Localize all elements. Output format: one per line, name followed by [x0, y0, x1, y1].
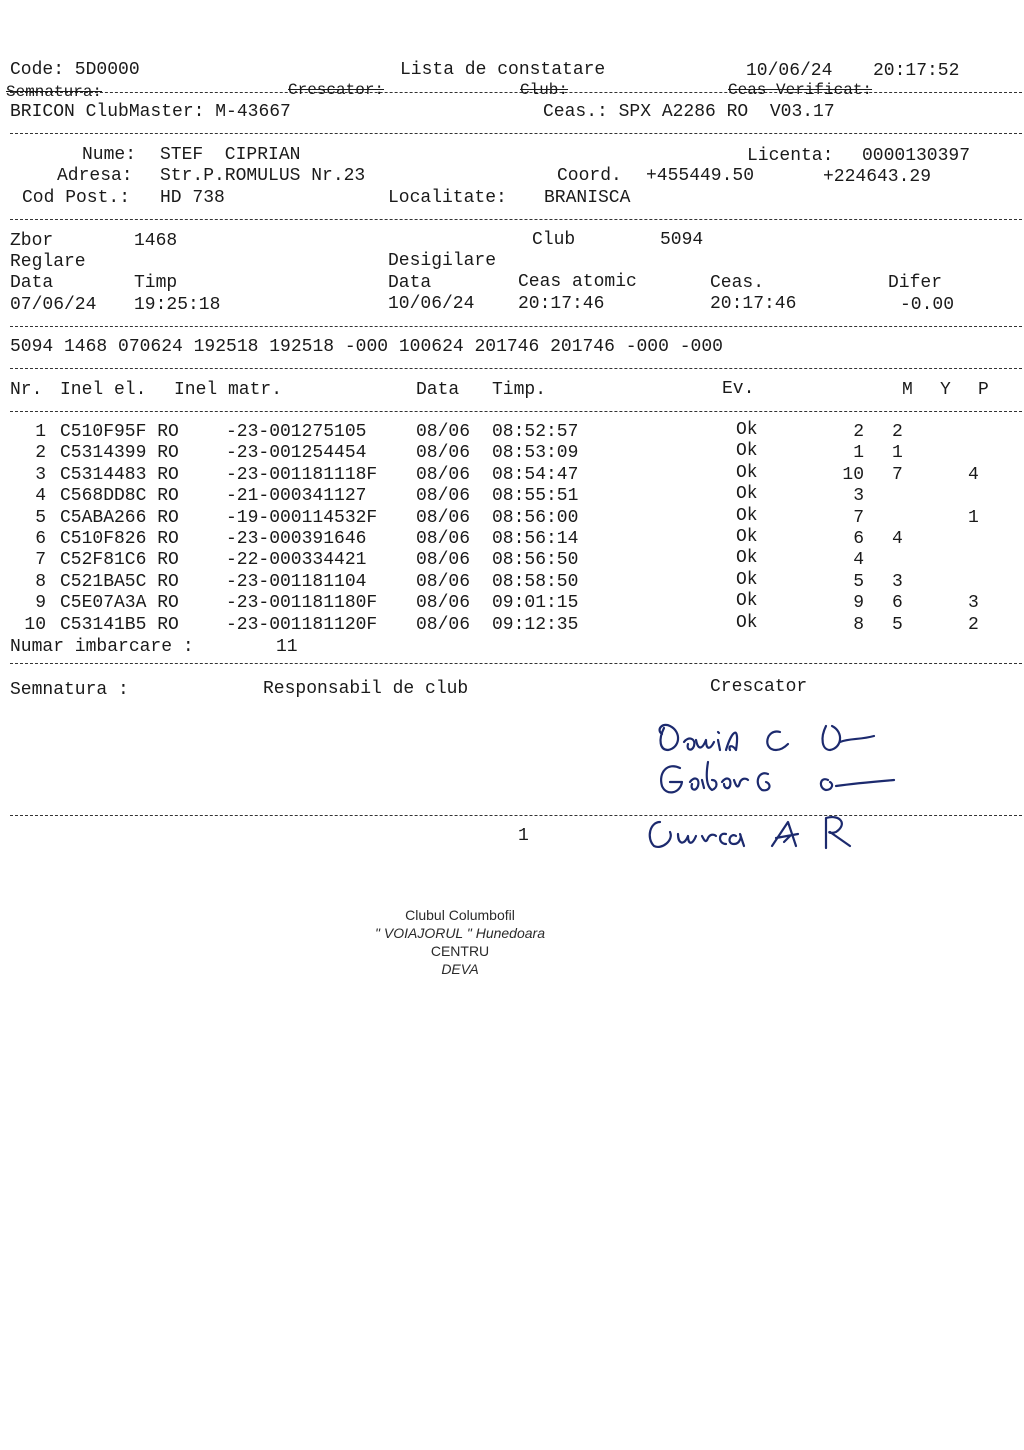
- cell-inel-matr: -23-001254454: [226, 443, 367, 464]
- divider: [10, 815, 1022, 816]
- cell-inel-el: C5ABA266 RO: [60, 507, 179, 528]
- cell-nr: 4: [35, 486, 46, 507]
- cell-y: 4: [892, 529, 903, 549]
- col-data: Data: [416, 380, 460, 400]
- cell-m: 1: [853, 443, 864, 464]
- nume-label: Nume:: [82, 145, 137, 165]
- col-ev: Ev.: [722, 379, 755, 399]
- cell-inel-matr: -23-000391646: [226, 529, 367, 549]
- reglare-data-label: Data: [10, 273, 54, 293]
- cell-m: 4: [853, 550, 864, 571]
- cell-timp: 08:54:47: [492, 464, 579, 485]
- cell-inel-el: C510F826 RO: [60, 529, 179, 549]
- club-strike: Club:: [520, 81, 569, 99]
- cell-inel-el: C510F95F RO: [60, 422, 179, 442]
- coord-label: Coord.: [557, 166, 622, 186]
- divider: [10, 133, 1022, 134]
- cell-nr: 10: [24, 614, 46, 635]
- crescator-label: Crescator: [710, 677, 808, 697]
- cell-inel-el: C521BA5C RO: [60, 571, 179, 592]
- semnatura-strike: Semnatura:: [6, 83, 103, 101]
- cell-nr: 1: [35, 422, 46, 442]
- cell-nr: 2: [35, 443, 46, 464]
- difer-label: Difer: [888, 273, 943, 293]
- cell-ev: Ok: [736, 527, 758, 547]
- licenta-value: 0000130397: [862, 146, 971, 166]
- stamp-line-3: CENTRU: [430, 943, 490, 959]
- cell-inel-matr: -22-000334421: [226, 550, 367, 571]
- divider: [10, 411, 1022, 412]
- cell-nr: 9: [35, 593, 46, 614]
- cell-ev: Ok: [736, 462, 758, 483]
- cell-p: 1: [968, 507, 979, 528]
- cell-nr: 8: [35, 571, 46, 592]
- licenta-label: Licenta:: [747, 146, 834, 166]
- cell-m: 7: [853, 507, 864, 528]
- cell-data: 08/06: [416, 422, 471, 442]
- divider: [10, 663, 1022, 664]
- localitate-label: Localitate:: [388, 188, 507, 208]
- adresa-label: Adresa:: [57, 166, 133, 186]
- ceas-label: Ceas.: [710, 273, 765, 293]
- reglare-timp: 19:25:18: [134, 295, 221, 315]
- cell-m: 8: [853, 614, 864, 635]
- col-inel-matr: Inel matr.: [174, 380, 283, 400]
- cell-ev: Ok: [736, 441, 758, 462]
- cell-y: 1: [892, 443, 903, 464]
- desig-data: 10/06/24: [388, 294, 475, 314]
- cell-inel-matr: -23-001181120F: [226, 614, 378, 635]
- divider: [10, 368, 1022, 369]
- reglare-data: 07/06/24: [10, 295, 97, 315]
- cell-inel-el: C5314483 RO: [60, 464, 179, 485]
- cell-inel-el: C5E07A3A RO: [60, 593, 179, 614]
- cell-data: 08/06: [416, 614, 471, 635]
- cell-data: 08/06: [416, 550, 471, 571]
- desig-ceas: 20:17:46: [710, 294, 797, 314]
- crescator-strike: Crescator:: [288, 81, 385, 99]
- cell-timp: 08:56:00: [492, 507, 579, 528]
- code-label: Code: 5D0000: [10, 60, 140, 80]
- cell-ev: Ok: [736, 420, 758, 440]
- cell-y: 6: [892, 593, 903, 614]
- cell-m: 3: [853, 486, 864, 507]
- cell-nr: 7: [35, 550, 46, 571]
- imbarcare-value: 11: [276, 637, 298, 657]
- cell-m: 10: [842, 464, 864, 485]
- semnatura-label: Semnatura :: [10, 680, 129, 700]
- cell-timp: 08:56:50: [492, 550, 579, 571]
- cell-timp: 08:55:51: [492, 486, 579, 507]
- owner-name: STEF CIPRIAN: [160, 145, 301, 165]
- cell-ev: Ok: [736, 548, 758, 569]
- cell-ev: Ok: [736, 612, 758, 633]
- cell-m: 9: [853, 593, 864, 614]
- cell-inel-matr: -19-000114532F: [226, 507, 378, 528]
- cell-timp: 08:53:09: [492, 443, 579, 464]
- reglare-timp-label: Timp: [134, 273, 178, 293]
- club-label: Club: [532, 230, 576, 250]
- clubmaster-id: BRICON ClubMaster: M-43667: [10, 102, 291, 122]
- owner-address: Str.P.ROMULUS Nr.23: [160, 166, 366, 186]
- cell-ev: Ok: [736, 505, 758, 526]
- club-stamp: [330, 906, 590, 978]
- imbarcare-label: Numar imbarcare :: [10, 637, 194, 657]
- desigilare-label: Desigilare: [388, 251, 497, 271]
- coord-lon: +224643.29: [823, 167, 932, 187]
- stamp-line-4: DEVA: [441, 961, 479, 977]
- cell-inel-matr: -23-001181180F: [226, 593, 378, 614]
- cell-nr: 6: [35, 529, 46, 549]
- club-value: 5094: [660, 230, 704, 250]
- ceas-verificat-strike: Ceas Verificat:: [728, 81, 873, 99]
- cell-data: 08/06: [416, 593, 471, 614]
- desig-ceas-atomic: 20:17:46: [518, 294, 605, 314]
- col-p: P: [978, 380, 989, 400]
- cell-ev: Ok: [736, 591, 758, 612]
- cell-p: 2: [968, 614, 979, 635]
- cell-inel-el: C53141B5 RO: [60, 614, 179, 635]
- code-line: 5094 1468 070624 192518 192518 -000 100624 201746 201746 -000 -000: [10, 337, 723, 357]
- stamp-line-1: Clubul Columbofil: [405, 907, 515, 923]
- print-date: 10/06/24: [746, 61, 833, 81]
- cell-ev: Ok: [736, 484, 758, 505]
- col-timp: Timp.: [492, 380, 547, 400]
- cell-m: 2: [853, 422, 864, 442]
- responsabil-label: Responsabil de club: [263, 679, 469, 699]
- cell-timp: 09:01:15: [492, 593, 579, 614]
- cell-y: 7: [892, 464, 903, 485]
- divider: [10, 219, 1022, 220]
- cell-m: 5: [853, 571, 864, 592]
- cell-data: 08/06: [416, 529, 471, 549]
- coord-lat: +455449.50: [646, 166, 755, 186]
- handwritten-signatures: [640, 710, 940, 870]
- stamp-line-2: " VOIAJORUL " Hunedoara: [375, 925, 545, 941]
- cell-timp: 08:56:14: [492, 529, 579, 549]
- cell-y: 2: [892, 422, 903, 442]
- cell-inel-matr: -21-000341127: [226, 486, 367, 507]
- cell-p: 3: [968, 593, 979, 614]
- cell-inel-matr: -23-001181104: [226, 571, 367, 592]
- localitate-value: BRANISCA: [544, 188, 631, 208]
- page-number: 1: [518, 826, 529, 846]
- zbor-label: Zbor: [10, 231, 54, 251]
- codpost-label: Cod Post.:: [22, 188, 131, 208]
- cell-y: 5: [892, 614, 903, 635]
- cell-inel-el: C5314399 RO: [60, 443, 179, 464]
- cell-data: 08/06: [416, 443, 471, 464]
- cell-inel-matr: -23-001181118F: [226, 464, 378, 485]
- cell-data: 08/06: [416, 486, 471, 507]
- cell-m: 6: [853, 529, 864, 549]
- cell-data: 08/06: [416, 507, 471, 528]
- cell-nr: 3: [35, 464, 46, 485]
- cell-nr: 5: [35, 507, 46, 528]
- cell-data: 08/06: [416, 571, 471, 592]
- clock-id: Ceas.: SPX A2286 RO V03.17: [543, 102, 835, 122]
- cell-inel-el: C52F81C6 RO: [60, 550, 179, 571]
- cell-y: 3: [892, 571, 903, 592]
- col-nr: Nr.: [10, 380, 43, 400]
- col-y: Y: [940, 380, 951, 400]
- cell-data: 08/06: [416, 464, 471, 485]
- zbor-value: 1468: [134, 231, 178, 251]
- cell-timp: 09:12:35: [492, 614, 579, 635]
- col-inel-el: Inel el.: [60, 380, 147, 400]
- desig-data-label: Data: [388, 273, 432, 293]
- col-m: M: [902, 380, 913, 400]
- ceas-atomic-label: Ceas atomic: [518, 272, 637, 292]
- cell-inel-matr: -23-001275105: [226, 422, 367, 442]
- document-title: Lista de constatare: [400, 60, 606, 80]
- codpost-value: HD 738: [160, 188, 225, 208]
- cell-timp: 08:58:50: [492, 571, 579, 592]
- cell-p: 4: [968, 464, 979, 485]
- print-time: 20:17:52: [873, 61, 960, 81]
- cell-timp: 08:52:57: [492, 422, 579, 442]
- cell-ev: Ok: [736, 569, 758, 590]
- difer-value: -0.00: [900, 295, 955, 315]
- cell-inel-el: C568DD8C RO: [60, 486, 179, 507]
- reglare-label: Reglare: [10, 252, 86, 272]
- divider: [10, 326, 1022, 327]
